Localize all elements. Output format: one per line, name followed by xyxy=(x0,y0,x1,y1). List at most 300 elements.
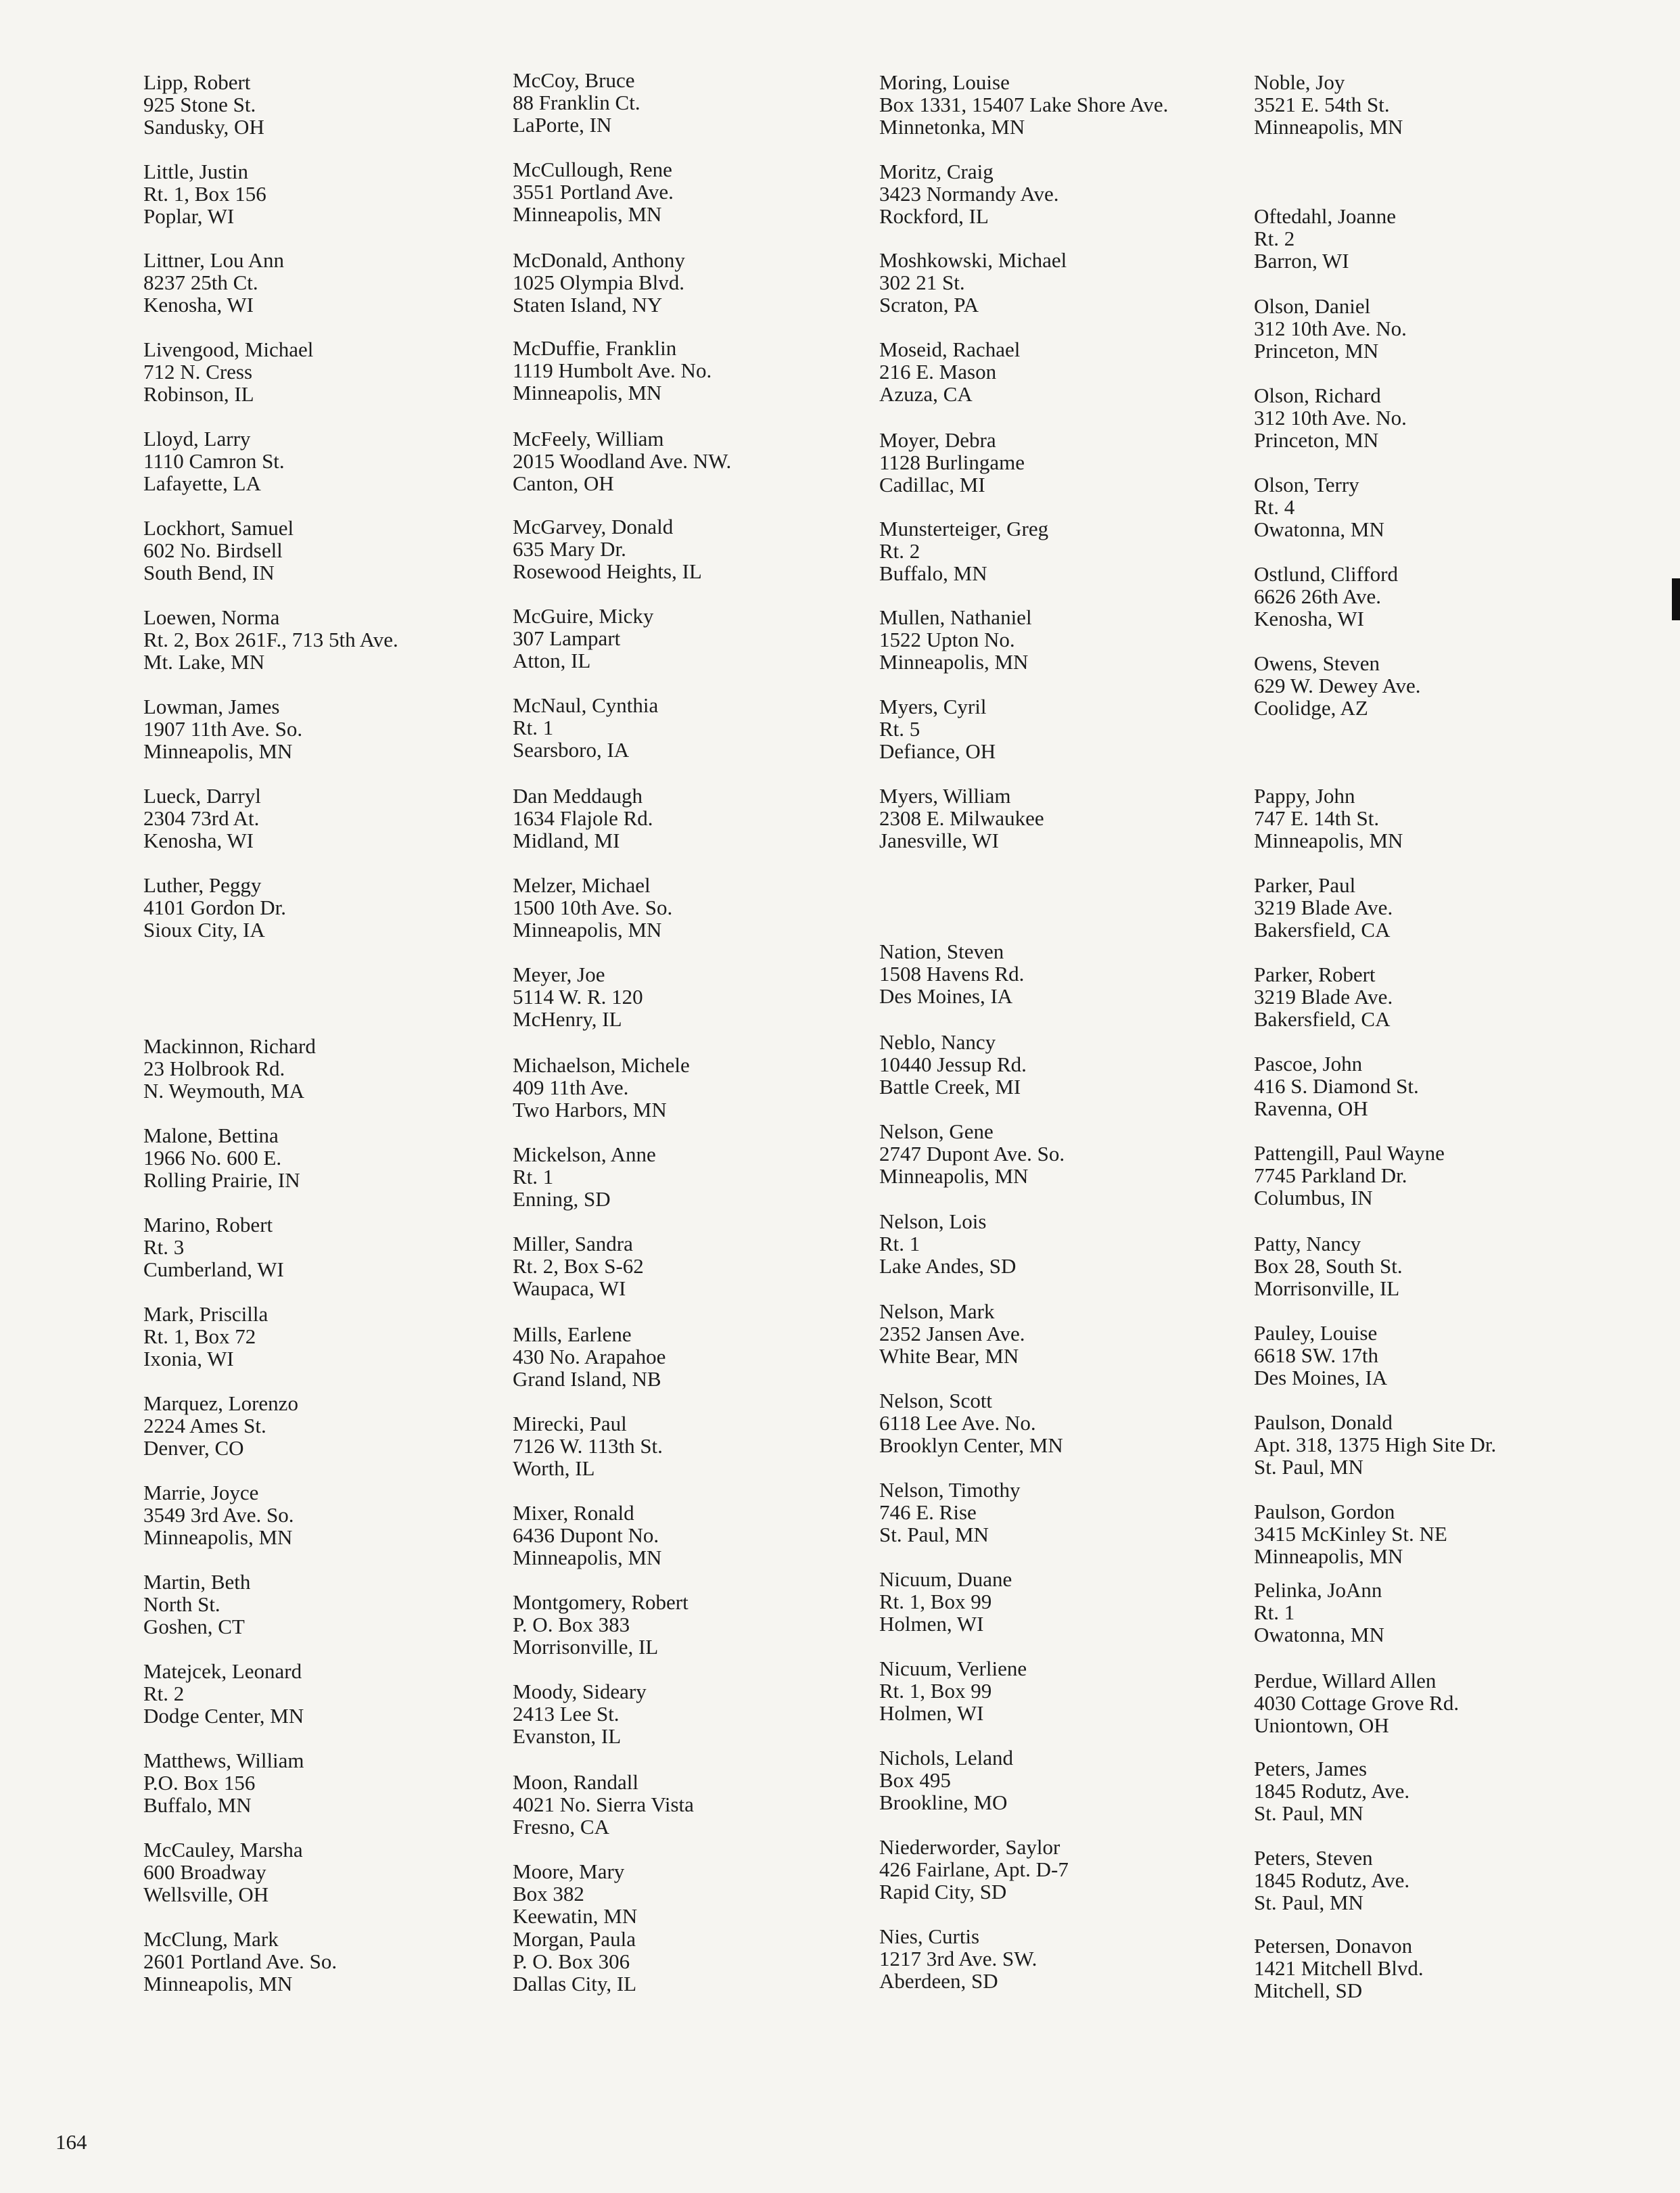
entry-city-state: Lake Andes, SD xyxy=(879,1254,1017,1278)
entry-city-state: Keewatin, MN xyxy=(513,1904,638,1928)
entry-name: Nelson, Timothy xyxy=(879,1478,1021,1502)
entry-name: Pattengill, Paul Wayne xyxy=(1254,1141,1445,1165)
entry-name: Myers, William xyxy=(879,784,1011,808)
entry-city-state: Bakersfield, CA xyxy=(1254,1007,1391,1031)
entry-city-state: South Bend, IN xyxy=(143,561,275,584)
entry-address: 23 Holbrook Rd. xyxy=(143,1057,285,1080)
entry-address: 302 21 St. xyxy=(879,271,965,294)
entry-address: 2015 Woodland Ave. NW. xyxy=(513,449,732,473)
entry-address: 2601 Portland Ave. So. xyxy=(143,1949,337,1973)
entry-city-state: Staten Island, NY xyxy=(513,293,663,317)
entry-name: Lowman, James xyxy=(143,695,280,718)
entry-name: McGarvey, Donald xyxy=(513,515,674,538)
entry-city-state: Princeton, MN xyxy=(1254,428,1379,452)
directory-entry xyxy=(1254,785,1660,852)
entry-city-state: Scraton, PA xyxy=(879,293,979,317)
entry-name: Neblo, Nancy xyxy=(879,1030,996,1054)
entry-address: 416 S. Diamond St. xyxy=(1254,1074,1419,1098)
entry-address: 629 W. Dewey Ave. xyxy=(1254,674,1421,697)
entry-name: Parker, Robert xyxy=(1254,963,1376,986)
entry-address: 712 N. Cress xyxy=(143,360,253,384)
entry-address: 10440 Jessup Rd. xyxy=(879,1053,1027,1076)
entry-name: Littner, Lou Ann xyxy=(143,248,284,272)
entry-address: 1966 No. 600 E. xyxy=(143,1146,282,1170)
entry-name: Paulson, Donald xyxy=(1254,1410,1393,1434)
entry-city-state: Wellsville, OH xyxy=(143,1883,269,1906)
entry-name: Nelson, Lois xyxy=(879,1209,987,1233)
directory-entry xyxy=(513,694,918,761)
entry-address: 3219 Blade Ave. xyxy=(1254,896,1393,919)
entry-city-state: Kenosha, WI xyxy=(1254,607,1364,630)
directory-entry xyxy=(513,874,918,941)
entry-name: McGuire, Micky xyxy=(513,604,654,628)
entry-address: 6618 SW. 17th xyxy=(1254,1343,1379,1367)
entry-name: Moore, Mary xyxy=(513,1860,625,1883)
page-edge-mark xyxy=(1672,578,1680,620)
entry-name: Lockhort, Samuel xyxy=(143,516,294,540)
directory-entry xyxy=(143,1214,549,1280)
directory-entry xyxy=(143,1839,549,1906)
entry-address: 6118 Lee Ave. No. xyxy=(879,1411,1036,1435)
entry-address: 2224 Ames St. xyxy=(143,1414,266,1437)
entry-name: Mullen, Nathaniel xyxy=(879,605,1032,629)
entry-city-state: N. Weymouth, MA xyxy=(143,1079,305,1103)
entry-city-state: Buffalo, MN xyxy=(879,561,987,585)
directory-entry xyxy=(143,1571,549,1638)
entry-name: Moshkowski, Michael xyxy=(879,248,1067,272)
directory-column-1 xyxy=(143,0,522,2097)
entry-name: Matthews, William xyxy=(143,1749,304,1772)
directory-entry xyxy=(879,606,1285,673)
directory-entry xyxy=(513,1054,918,1121)
entry-address: 426 Fairlane, Apt. D-7 xyxy=(879,1857,1069,1881)
entry-address: Apt. 318, 1375 High Site Dr. xyxy=(1254,1433,1497,1456)
entry-city-state: Rockford, IL xyxy=(879,204,989,228)
entry-name: Noble, Joy xyxy=(1254,70,1345,94)
entry-name: Lipp, Robert xyxy=(143,70,251,94)
entry-name: Nichols, Leland xyxy=(879,1746,1014,1770)
directory-entry xyxy=(1254,652,1660,719)
entry-address: 1128 Burlingame xyxy=(879,451,1025,474)
entry-name: Nicuum, Duane xyxy=(879,1567,1012,1591)
entry-name: Pelinka, JoAnn xyxy=(1254,1578,1382,1602)
entry-address: North St. xyxy=(143,1592,220,1616)
entry-name: Livengood, Michael xyxy=(143,338,314,361)
entry-address: 1500 10th Ave. So. xyxy=(513,896,673,919)
entry-name: McCoy, Bruce xyxy=(513,68,635,92)
directory-entry xyxy=(513,1680,918,1747)
entry-address: 3549 3rd Ave. So. xyxy=(143,1503,294,1527)
entry-name: Nies, Curtis xyxy=(879,1924,980,1948)
directory-entry xyxy=(1254,384,1660,451)
entry-address: 7126 W. 113th St. xyxy=(513,1434,663,1458)
entry-address: Rt. 4 xyxy=(1254,495,1295,519)
entry-name: Nelson, Mark xyxy=(879,1299,995,1323)
entry-name: Pascoe, John xyxy=(1254,1052,1363,1076)
entry-address: P. O. Box 306 xyxy=(513,1949,630,1973)
entry-address: Rt. 1 xyxy=(1254,1600,1295,1624)
entry-address: Rt. 1 xyxy=(879,1232,920,1255)
entry-address: 4030 Cottage Grove Rd. xyxy=(1254,1691,1460,1715)
entry-city-state: Minneapolis, MN xyxy=(513,918,662,942)
directory-entry xyxy=(879,1300,1285,1367)
entry-address: Rt. 2, Box S-62 xyxy=(513,1254,644,1278)
entry-city-state: Rosewood Heights, IL xyxy=(513,559,702,583)
entry-city-state: Minnetonka, MN xyxy=(879,115,1025,139)
entry-name: Mills, Earlene xyxy=(513,1322,632,1346)
entry-name: McNaul, Cynthia xyxy=(513,693,659,717)
entry-city-state: Ixonia, WI xyxy=(143,1347,234,1370)
entry-name: Olson, Daniel xyxy=(1254,294,1371,318)
entry-address: Rt. 1, Box 156 xyxy=(143,182,266,206)
entry-city-state: St. Paul, MN xyxy=(1254,1891,1363,1914)
entry-city-state: McHenry, IL xyxy=(513,1007,622,1031)
entry-name: Myers, Cyril xyxy=(879,695,987,718)
entry-name: Niederworder, Saylor xyxy=(879,1835,1060,1859)
entry-city-state: Owatonna, MN xyxy=(1254,1623,1384,1646)
entry-address: P. O. Box 383 xyxy=(513,1613,630,1636)
entry-name: Luther, Peggy xyxy=(143,873,262,897)
entry-address: 746 E. Rise xyxy=(879,1500,977,1524)
directory-entry xyxy=(513,963,918,1030)
entry-name: Moseid, Rachael xyxy=(879,338,1021,361)
entry-address: 3219 Blade Ave. xyxy=(1254,985,1393,1009)
entry-city-state: Two Harbors, MN xyxy=(513,1098,667,1122)
directory-entry xyxy=(513,605,918,672)
entry-name: Olson, Terry xyxy=(1254,473,1359,497)
entry-name: Mackinnon, Richard xyxy=(143,1034,316,1058)
directory-entry xyxy=(513,515,918,582)
entry-address: Rt. 2 xyxy=(879,539,920,563)
entry-address: Rt. 1, Box 99 xyxy=(879,1679,992,1703)
entry-name: Nelson, Gene xyxy=(879,1119,994,1143)
entry-address: 1522 Upton No. xyxy=(879,628,1015,651)
entry-address: Box 28, South St. xyxy=(1254,1254,1403,1278)
entry-city-state: LaPorte, IN xyxy=(513,113,612,137)
entry-address: 7745 Parkland Dr. xyxy=(1254,1163,1407,1187)
entry-name: Lueck, Darryl xyxy=(143,784,261,808)
directory-entry xyxy=(1254,563,1660,630)
directory-entry xyxy=(1254,1142,1660,1209)
entry-address: 1634 Flajole Rd. xyxy=(513,806,653,830)
entry-city-state: Minneapolis, MN xyxy=(143,1525,293,1549)
entry-city-state: St. Paul, MN xyxy=(1254,1801,1363,1825)
entry-address: Rt. 5 xyxy=(879,717,920,741)
directory-entry xyxy=(1254,874,1660,941)
entry-address: 1845 Rodutz, Ave. xyxy=(1254,1779,1410,1803)
directory-entry xyxy=(513,428,918,494)
directory-entry xyxy=(879,695,1285,762)
entry-city-state: Sioux City, IA xyxy=(143,918,265,942)
directory-entry xyxy=(879,1925,1285,1992)
entry-address: P.O. Box 156 xyxy=(143,1771,256,1795)
entry-name: Dan Meddaugh xyxy=(513,784,643,808)
directory-entry xyxy=(143,874,549,941)
entry-name: Meyer, Joe xyxy=(513,963,605,986)
entry-city-state: Janesville, WI xyxy=(879,829,999,852)
entry-city-state: Brookline, MO xyxy=(879,1791,1008,1814)
entry-address: 747 E. 14th St. xyxy=(1254,806,1380,830)
directory-entry xyxy=(143,1392,549,1459)
entry-address: 312 10th Ave. No. xyxy=(1254,317,1407,340)
entry-name: Peters, James xyxy=(1254,1757,1368,1780)
entry-address: 4021 No. Sierra Vista xyxy=(513,1793,694,1816)
directory-entry xyxy=(879,785,1285,852)
entry-city-state: Columbus, IN xyxy=(1254,1186,1373,1209)
entry-address: 1508 Havens Rd. xyxy=(879,962,1025,986)
entry-address: 6626 26th Ave. xyxy=(1254,584,1381,608)
entry-address: 2304 73rd At. xyxy=(143,806,260,830)
directory-entry xyxy=(1254,1579,1660,1646)
entry-name: Mixer, Ronald xyxy=(513,1501,634,1525)
entry-city-state: Des Moines, IA xyxy=(1254,1366,1388,1389)
directory-entry xyxy=(513,1502,918,1569)
entry-city-state: Evanston, IL xyxy=(513,1724,622,1748)
entry-address: 2747 Dupont Ave. So. xyxy=(879,1142,1065,1165)
entry-city-state: Minneapolis, MN xyxy=(513,381,662,405)
entry-name: Pappy, John xyxy=(1254,784,1355,808)
entry-city-state: Atton, IL xyxy=(513,649,591,672)
directory-entry xyxy=(143,1035,549,1102)
entry-city-state: Rolling Prairie, IN xyxy=(143,1168,300,1192)
entry-address: 1119 Humbolt Ave. No. xyxy=(513,359,712,382)
directory-entry xyxy=(143,428,549,494)
entry-address: 1907 11th Ave. So. xyxy=(143,717,303,741)
directory-entry xyxy=(513,1860,918,1927)
entry-name: Moon, Randall xyxy=(513,1770,638,1794)
directory-entry xyxy=(1254,1322,1660,1389)
entry-address: 3415 McKinley St. NE xyxy=(1254,1522,1447,1546)
entry-city-state: Minneapolis, MN xyxy=(143,1972,293,1995)
directory-entry xyxy=(879,1120,1285,1187)
directory-entry xyxy=(513,1591,918,1658)
entry-city-state: Princeton, MN xyxy=(1254,339,1379,363)
entry-city-state: Minneapolis, MN xyxy=(879,650,1029,674)
entry-name: Munsterteiger, Greg xyxy=(879,517,1049,540)
entry-city-state: Mitchell, SD xyxy=(1254,1979,1363,2002)
directory-entry xyxy=(879,1568,1285,1635)
entry-address: 3521 E. 54th St. xyxy=(1254,93,1390,116)
entry-city-state: Minneapolis, MN xyxy=(143,739,293,763)
entry-city-state: Buffalo, MN xyxy=(143,1793,252,1817)
directory-entry xyxy=(1254,295,1660,362)
entry-name: Perdue, Willard Allen xyxy=(1254,1669,1437,1692)
entry-name: Montgomery, Robert xyxy=(513,1590,689,1614)
directory-entry xyxy=(143,1928,549,1995)
entry-address: 635 Mary Dr. xyxy=(513,537,626,561)
entry-city-state: Kenosha, WI xyxy=(143,293,254,317)
entry-city-state: Dodge Center, MN xyxy=(143,1704,304,1728)
entry-city-state: Poplar, WI xyxy=(143,204,235,228)
entry-name: McDuffie, Franklin xyxy=(513,336,677,360)
entry-city-state: Mt. Lake, MN xyxy=(143,650,265,674)
entry-city-state: Defiance, OH xyxy=(879,739,996,763)
entry-city-state: Robinson, IL xyxy=(143,382,254,406)
entry-address: 5114 W. R. 120 xyxy=(513,985,643,1009)
entry-name: Miller, Sandra xyxy=(513,1232,633,1255)
entry-name: McCauley, Marsha xyxy=(143,1838,303,1862)
entry-name: Moody, Sideary xyxy=(513,1680,647,1703)
directory-entry xyxy=(1254,1935,1660,2002)
directory-entry xyxy=(143,71,549,138)
entry-city-state: Holmen, WI xyxy=(879,1701,984,1725)
entry-name: Peters, Steven xyxy=(1254,1846,1373,1870)
directory-column-2 xyxy=(513,0,891,2097)
entry-address: Rt. 1 xyxy=(513,1165,554,1188)
directory-entry xyxy=(1254,1669,1660,1736)
directory-entry xyxy=(1254,1053,1660,1119)
directory-entry xyxy=(1254,205,1660,272)
entry-address: Rt. 2, Box 261F., 713 5th Ave. xyxy=(143,628,398,651)
entry-city-state: Brooklyn Center, MN xyxy=(879,1433,1063,1457)
entry-address: Rt. 2 xyxy=(1254,227,1295,250)
entry-name: McCullough, Rene xyxy=(513,158,672,181)
entry-city-state: Minneapolis, MN xyxy=(1254,115,1403,139)
entry-address: 1110 Camron St. xyxy=(143,449,285,473)
entry-name: Lloyd, Larry xyxy=(143,427,251,451)
directory-entry xyxy=(513,337,918,404)
entry-name: Michaelson, Michele xyxy=(513,1053,690,1077)
directory-entry xyxy=(1254,71,1660,138)
directory-entry xyxy=(879,517,1285,584)
entry-city-state: Minneapolis, MN xyxy=(513,202,662,226)
entry-name: Marrie, Joyce xyxy=(143,1481,259,1504)
entry-name: Martin, Beth xyxy=(143,1570,251,1594)
entry-city-state: Ravenna, OH xyxy=(1254,1096,1368,1120)
directory-entry xyxy=(1254,474,1660,540)
entry-address: Box 382 xyxy=(513,1882,584,1906)
entry-address: 3551 Portland Ave. xyxy=(513,180,674,204)
entry-city-state: Des Moines, IA xyxy=(879,984,1013,1008)
entry-name: Patty, Nancy xyxy=(1254,1232,1361,1255)
directory-entry xyxy=(879,338,1285,405)
entry-address: 3423 Normandy Ave. xyxy=(879,182,1059,206)
entry-name: Petersen, Donavon xyxy=(1254,1934,1413,1958)
entry-city-state: Enning, SD xyxy=(513,1187,611,1211)
entry-address: 1025 Olympia Blvd. xyxy=(513,271,685,294)
directory-entry xyxy=(879,1747,1285,1814)
directory-entry xyxy=(879,249,1285,316)
entry-city-state: Morrisonville, IL xyxy=(513,1635,659,1659)
entry-city-state: Minneapolis, MN xyxy=(1254,1544,1403,1568)
entry-address: 8237 25th Ct. xyxy=(143,271,258,294)
entry-city-state: Minneapolis, MN xyxy=(513,1546,662,1569)
entry-name: Nelson, Scott xyxy=(879,1389,993,1412)
entry-city-state: Waupaca, WI xyxy=(513,1276,626,1300)
entry-address: 2352 Jansen Ave. xyxy=(879,1322,1025,1345)
directory-entry xyxy=(143,338,549,405)
directory-entry xyxy=(879,1836,1285,1903)
entry-name: Olson, Richard xyxy=(1254,384,1381,407)
entry-city-state: Holmen, WI xyxy=(879,1612,984,1636)
entry-name: Nation, Steven xyxy=(879,940,1004,963)
directory-entry xyxy=(513,1232,918,1299)
entry-city-state: St. Paul, MN xyxy=(1254,1455,1363,1479)
page-number: 164 xyxy=(55,2130,87,2154)
entry-name: Mickelson, Anne xyxy=(513,1142,656,1166)
directory-entry xyxy=(1254,1232,1660,1299)
entry-name: Melzer, Michael xyxy=(513,873,651,897)
entry-address: 307 Lampart xyxy=(513,626,621,650)
directory-entry xyxy=(879,940,1285,1007)
entry-address: 409 11th Ave. xyxy=(513,1076,629,1099)
entry-address: 602 No. Birdsell xyxy=(143,538,283,562)
entry-address: 1421 Mitchell Blvd. xyxy=(1254,1956,1424,1980)
entry-name: Mark, Priscilla xyxy=(143,1302,269,1326)
directory-column-3 xyxy=(879,0,1258,2097)
entry-name: Owens, Steven xyxy=(1254,651,1380,675)
directory-entry xyxy=(143,1124,549,1191)
entry-address: Rt. 1, Box 99 xyxy=(879,1590,992,1613)
directory-entry xyxy=(143,1481,549,1548)
entry-city-state: Sandusky, OH xyxy=(143,115,264,139)
entry-address: 6436 Dupont No. xyxy=(513,1523,659,1547)
entry-city-state: Minneapolis, MN xyxy=(879,1164,1029,1188)
entry-city-state: Morrisonville, IL xyxy=(1254,1276,1400,1300)
directory-entry xyxy=(143,606,549,673)
entry-address: 1217 3rd Ave. SW. xyxy=(879,1947,1037,1970)
entry-city-state: Fresno, CA xyxy=(513,1815,609,1839)
directory-entry xyxy=(143,249,549,316)
directory-entry xyxy=(143,695,549,762)
directory-entry xyxy=(879,160,1285,227)
directory-entry xyxy=(513,1928,918,1995)
entry-name: McFeely, William xyxy=(513,427,664,451)
entry-city-state: Azuza, CA xyxy=(879,382,973,406)
entry-city-state: Worth, IL xyxy=(513,1456,595,1480)
entry-address: 2413 Lee St. xyxy=(513,1702,620,1726)
directory-entry xyxy=(513,69,918,136)
entry-city-state: Battle Creek, MI xyxy=(879,1075,1021,1099)
entry-address: 430 No. Arapahoe xyxy=(513,1345,666,1368)
entry-address: Rt. 3 xyxy=(143,1235,185,1259)
entry-city-state: Bakersfield, CA xyxy=(1254,918,1391,942)
entry-name: McClung, Mark xyxy=(143,1927,279,1951)
directory-entry xyxy=(513,158,918,225)
directory-entry xyxy=(143,1660,549,1727)
directory-entry xyxy=(513,785,918,852)
entry-address: Box 495 xyxy=(879,1768,951,1792)
entry-name: Moring, Louise xyxy=(879,70,1010,94)
entry-city-state: Kenosha, WI xyxy=(143,829,254,852)
entry-name: Nicuum, Verliene xyxy=(879,1657,1027,1680)
directory-entry xyxy=(143,1749,549,1816)
entry-city-state: Cumberland, WI xyxy=(143,1257,284,1281)
entry-name: Oftedahl, Joanne xyxy=(1254,204,1397,228)
entry-address: Rt. 1 xyxy=(513,716,554,739)
entry-name: Morgan, Paula xyxy=(513,1927,636,1951)
directory-entry xyxy=(879,71,1285,138)
entry-city-state: Grand Island, NB xyxy=(513,1367,661,1391)
entry-address: 2308 E. Milwaukee xyxy=(879,806,1044,830)
entry-name: Malone, Bettina xyxy=(143,1124,279,1147)
entry-city-state: Denver, CO xyxy=(143,1436,244,1460)
entry-city-state: Cadillac, MI xyxy=(879,473,985,497)
entry-address: 925 Stone St. xyxy=(143,93,256,116)
entry-name: Little, Justin xyxy=(143,160,248,183)
directory-entry xyxy=(513,1143,918,1210)
entry-name: Moritz, Craig xyxy=(879,160,994,183)
directory-entry xyxy=(143,785,549,852)
entry-name: Marquez, Lorenzo xyxy=(143,1391,298,1415)
directory-entry xyxy=(513,1323,918,1390)
entry-city-state: Rapid City, SD xyxy=(879,1880,1007,1903)
directory-entry xyxy=(879,429,1285,496)
entry-address: 312 10th Ave. No. xyxy=(1254,406,1407,430)
directory-entry xyxy=(1254,963,1660,1030)
entry-name: McDonald, Anthony xyxy=(513,248,685,272)
directory-entry xyxy=(879,1479,1285,1546)
